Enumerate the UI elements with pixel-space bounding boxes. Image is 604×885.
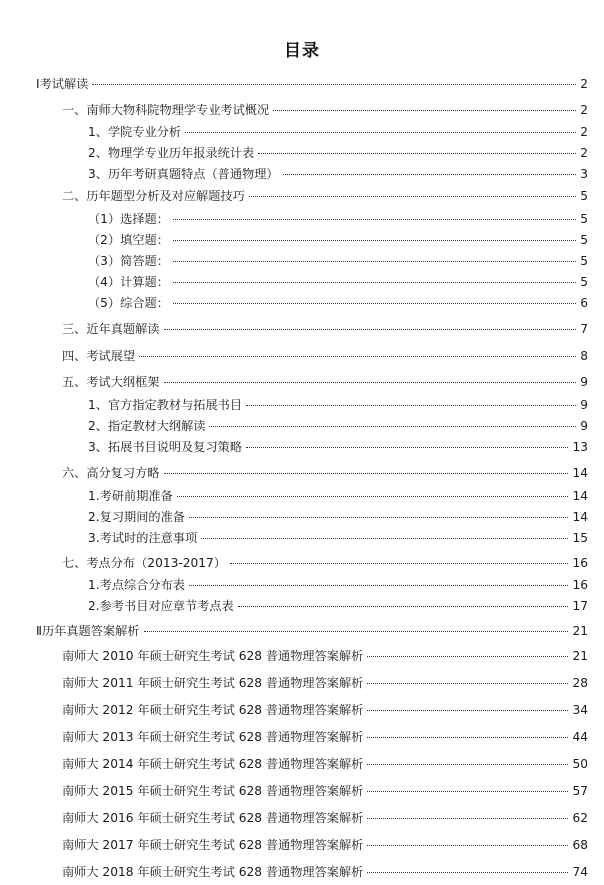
toc-entry[interactable] xyxy=(88,274,588,290)
toc-entry[interactable] xyxy=(62,675,588,691)
toc-entry[interactable] xyxy=(88,530,588,546)
toc-entry-label: 三、近年真题解读 xyxy=(62,322,160,336)
toc-entry[interactable] xyxy=(62,348,588,364)
toc-entry-label: 1、学院专业分析 xyxy=(88,125,182,139)
toc-entry-label: 1、官方指定教材与拓展书目 xyxy=(88,398,243,412)
toc-entry-label: 1.考点综合分布表 xyxy=(88,578,185,592)
toc-entry-page-number: 68 xyxy=(572,838,588,852)
toc-entry[interactable] xyxy=(62,555,588,571)
toc-entry-page-number: 9 xyxy=(580,398,588,412)
toc-entry[interactable] xyxy=(88,397,588,413)
toc-entry-label: 南师大 2016 年硕士研究生考试 628 普通物理答案解析 xyxy=(62,811,364,825)
toc-dot-leader xyxy=(189,585,569,586)
toc-entry-label: 南师大 2013 年硕士研究生考试 628 普通物理答案解析 xyxy=(62,730,364,744)
toc-entry-page-number: 14 xyxy=(572,489,588,503)
toc-entry-page-number: 9 xyxy=(580,419,588,433)
toc-dot-leader xyxy=(367,845,568,846)
toc-entry[interactable] xyxy=(62,702,588,718)
toc-dot-leader xyxy=(258,153,576,154)
toc-entry-page-number: 9 xyxy=(580,375,588,389)
toc-entry-page-number: 6 xyxy=(580,296,588,310)
toc-entry-page-number: 34 xyxy=(572,703,588,717)
toc-entry[interactable] xyxy=(88,598,588,614)
toc-entry-label: 3、拓展书目说明及复习策略 xyxy=(88,440,243,454)
toc-entry[interactable] xyxy=(88,145,588,161)
toc-entry[interactable] xyxy=(36,623,588,639)
toc-entry-page-number: 5 xyxy=(580,212,588,226)
toc-entry-label: 六、高分复习方略 xyxy=(62,466,160,480)
toc-dot-leader xyxy=(92,84,576,85)
toc-entry-label: 南师大 2017 年硕士研究生考试 628 普通物理答案解析 xyxy=(62,838,364,852)
toc-entry-page-number: 5 xyxy=(580,233,588,247)
toc-entry-label: 1.考研前期准备 xyxy=(88,489,173,503)
toc-entry-page-number: 14 xyxy=(572,466,588,480)
toc-entry-page-number: 74 xyxy=(572,865,588,879)
toc-entry-label: 2、物理学专业历年报录统计表 xyxy=(88,146,255,160)
toc-entry[interactable] xyxy=(88,166,588,182)
toc-entry-page-number: 16 xyxy=(572,556,588,570)
toc-entry[interactable] xyxy=(62,374,588,390)
toc-entry-label: （3）简答题： xyxy=(88,254,169,268)
toc-dot-leader xyxy=(144,631,569,632)
toc-entry-label: 2.参考书目对应章节考点表 xyxy=(88,599,234,613)
toc-entry-page-number: 57 xyxy=(572,784,588,798)
page-title: 目录 xyxy=(284,41,320,61)
toc-dot-leader xyxy=(246,405,576,406)
toc-dot-leader xyxy=(249,196,576,197)
toc-dot-leader xyxy=(367,737,568,738)
toc-dot-leader xyxy=(173,261,576,262)
toc-entry-label: 四、考试展望 xyxy=(62,349,136,363)
toc-entry-page-number: 3 xyxy=(580,167,588,181)
toc-entry-label: 3、历年考研真题特点（普通物理） xyxy=(88,167,279,181)
toc-entry-label: （5）综合题： xyxy=(88,296,169,310)
toc-dot-leader xyxy=(246,447,568,448)
toc-entry-page-number: 2 xyxy=(580,146,588,160)
toc-entry-label: （1）选择题： xyxy=(88,212,169,226)
toc-dot-leader xyxy=(283,174,576,175)
toc-entry[interactable] xyxy=(62,465,588,481)
toc-entry-page-number: 2 xyxy=(580,125,588,139)
toc-dot-leader xyxy=(173,303,576,304)
toc-dot-leader xyxy=(164,473,569,474)
toc-entry-page-number: 14 xyxy=(572,510,588,524)
toc-dot-leader xyxy=(173,219,576,220)
toc-dot-leader xyxy=(367,764,568,765)
toc-dot-leader xyxy=(209,426,576,427)
toc-dot-leader xyxy=(139,356,576,357)
toc-entry-page-number: 28 xyxy=(572,676,588,690)
toc-entry-label: 南师大 2014 年硕士研究生考试 628 普通物理答案解析 xyxy=(62,757,364,771)
toc-dot-leader xyxy=(367,872,568,873)
toc-entry-page-number: 5 xyxy=(580,275,588,289)
toc-entry-label: 南师大 2012 年硕士研究生考试 628 普通物理答案解析 xyxy=(62,703,364,717)
toc-entry-label: Ⅱ历年真题答案解析 xyxy=(36,624,140,638)
toc-entry-page-number: 17 xyxy=(572,599,588,613)
toc-dot-leader xyxy=(238,606,569,607)
toc-entry[interactable] xyxy=(88,253,588,269)
toc-entry-page-number: 5 xyxy=(580,254,588,268)
toc-dot-leader xyxy=(185,132,576,133)
toc-entry[interactable] xyxy=(88,295,588,311)
toc-entry-page-number: 50 xyxy=(572,757,588,771)
toc-entry-label: 五、考试大纲框架 xyxy=(62,375,160,389)
toc-entry-label: 二、历年题型分析及对应解题技巧 xyxy=(62,189,245,203)
toc-dot-leader xyxy=(189,517,569,518)
toc-dot-leader xyxy=(367,818,568,819)
toc-entry-page-number: 21 xyxy=(572,649,588,663)
toc-dot-leader xyxy=(173,282,576,283)
toc-dot-leader xyxy=(230,563,569,564)
toc-entry[interactable] xyxy=(88,418,588,434)
toc-entry-page-number: 13 xyxy=(572,440,588,454)
toc-entry-label: 一、南师大物科院物理学专业考试概况 xyxy=(62,103,270,117)
toc-entry[interactable] xyxy=(62,648,588,664)
toc-entry-page-number: 5 xyxy=(580,189,588,203)
toc-entry[interactable] xyxy=(62,729,588,745)
toc-entry-page-number: 62 xyxy=(572,811,588,825)
toc-entry-label: 3.考试时的注意事项 xyxy=(88,531,198,545)
toc-entry[interactable] xyxy=(62,864,588,880)
toc-dot-leader xyxy=(173,240,576,241)
toc-entry[interactable] xyxy=(88,577,588,593)
toc-entry-label: 七、考点分布（2013-2017） xyxy=(62,556,226,570)
toc-entry[interactable] xyxy=(36,76,588,92)
toc-entry-page-number: 16 xyxy=(572,578,588,592)
toc-entry-label: 南师大 2018 年硕士研究生考试 628 普通物理答案解析 xyxy=(62,865,364,879)
toc-entry-label: 2.复习期间的准备 xyxy=(88,510,185,524)
toc-entry-label: （2）填空题： xyxy=(88,233,169,247)
toc-entry-page-number: 21 xyxy=(572,624,588,638)
toc-entry-page-number: 44 xyxy=(572,730,588,744)
toc-entry-label: 南师大 2010 年硕士研究生考试 628 普通物理答案解析 xyxy=(62,649,364,663)
toc-entry[interactable] xyxy=(62,756,588,772)
toc-dot-leader xyxy=(367,791,568,792)
toc-entry[interactable] xyxy=(88,488,588,504)
toc-entry[interactable] xyxy=(62,188,588,204)
toc-entry-page-number: 15 xyxy=(572,531,588,545)
toc-entry-label: 2、指定教材大纲解读 xyxy=(88,419,206,433)
toc-entry-label: Ⅰ考试解读 xyxy=(36,77,89,91)
toc-entry[interactable] xyxy=(88,509,588,525)
toc-dot-leader xyxy=(177,496,569,497)
toc-entry[interactable] xyxy=(62,321,588,337)
toc-entry[interactable] xyxy=(62,102,588,118)
toc-entry-label: （4）计算题： xyxy=(88,275,169,289)
toc-entry[interactable] xyxy=(62,837,588,853)
toc-entry[interactable] xyxy=(88,232,588,248)
toc-entry[interactable] xyxy=(62,783,588,799)
toc-entry-page-number: 7 xyxy=(580,322,588,336)
toc-entry-page-number: 2 xyxy=(580,77,588,91)
toc-dot-leader xyxy=(201,538,568,539)
toc-dot-leader xyxy=(273,110,576,111)
toc-entry-label: 南师大 2011 年硕士研究生考试 628 普通物理答案解析 xyxy=(62,676,364,690)
toc-dot-leader xyxy=(367,656,568,657)
toc-entry-page-number: 2 xyxy=(580,103,588,117)
toc-entry[interactable] xyxy=(88,211,588,227)
toc-dot-leader xyxy=(164,382,577,383)
toc-dot-leader xyxy=(367,683,568,684)
toc-dot-leader xyxy=(164,329,577,330)
toc-entry-label: 南师大 2015 年硕士研究生考试 628 普通物理答案解析 xyxy=(62,784,364,798)
toc-entry[interactable] xyxy=(88,439,588,455)
toc-entry[interactable] xyxy=(62,810,588,826)
toc-entry[interactable] xyxy=(88,124,588,140)
toc-entry-page-number: 8 xyxy=(580,349,588,363)
toc-dot-leader xyxy=(367,710,568,711)
